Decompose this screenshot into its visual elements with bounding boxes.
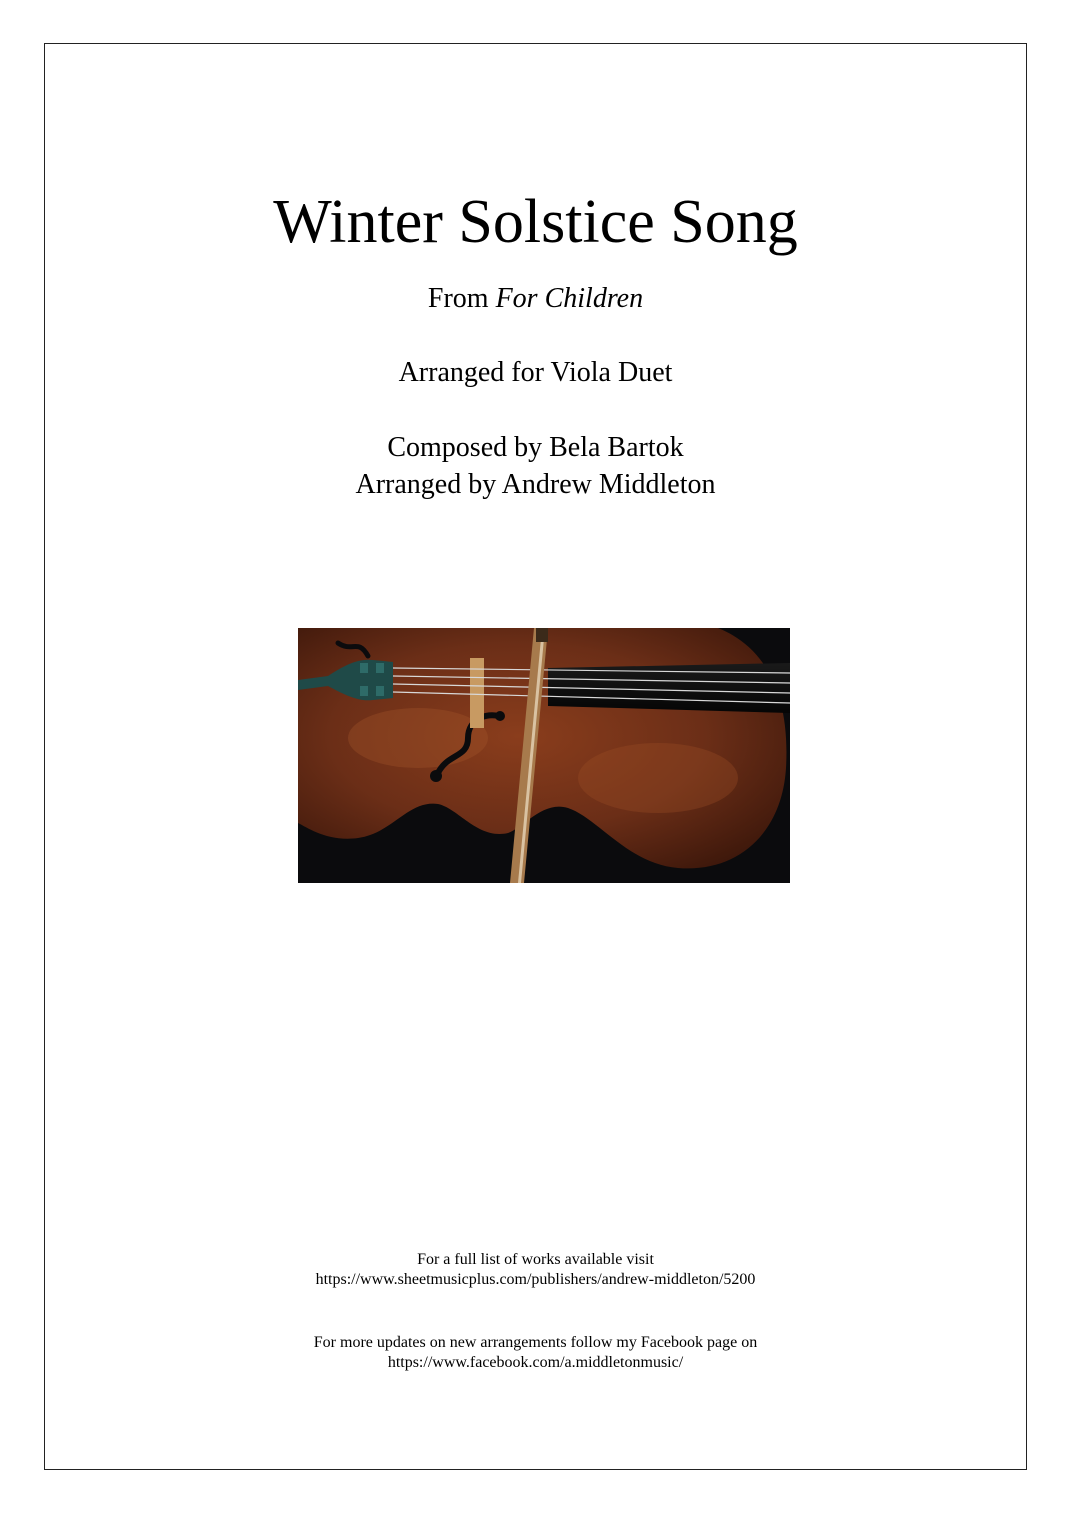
source-work-line [0, 281, 1071, 317]
from-prefix: From [427, 283, 489, 314]
arranger-credit: Arranged by Andrew Middleton [355, 469, 716, 500]
works-list-url[interactable]: https://www.sheetmusicplus.com/publishers/andrew-middleton/5200 [315, 1271, 756, 1288]
composer-credit: Composed by Bela Bartok [387, 432, 684, 463]
cello-with-bow-icon [298, 628, 790, 883]
facebook-url[interactable]: https://www.facebook.com/a.middletonmusic/ [387, 1354, 684, 1371]
page-title: Winter Solstice Song [273, 188, 798, 256]
arrangement-instrumentation: Arranged for Viola Duet [398, 357, 673, 388]
facebook-label: For more updates on new arrangements follow my Facebook page on [313, 1334, 758, 1351]
works-list-label: For a full list of works available visit [417, 1251, 654, 1268]
source-work-title: For Children [495, 283, 644, 314]
